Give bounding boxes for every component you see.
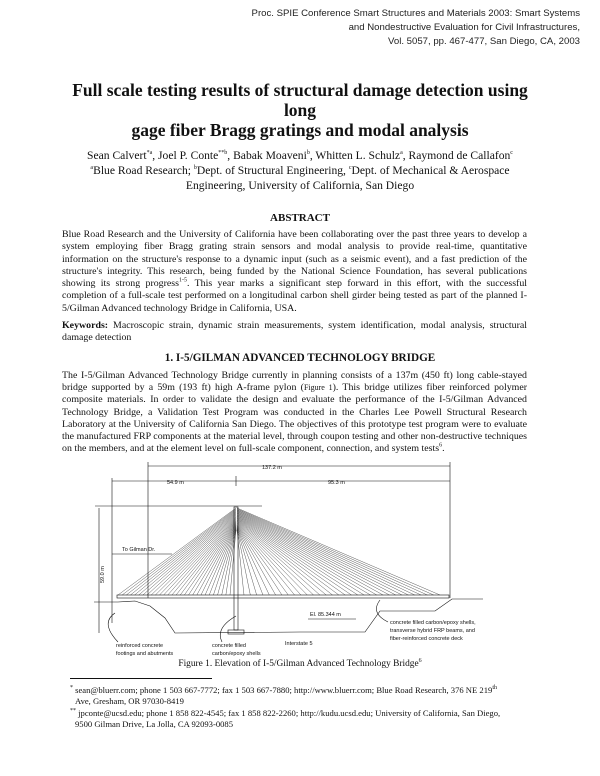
stay-cable bbox=[172, 518, 236, 594]
keywords: Keywords: Macroscopic strain, dynamic strain measurements, system identification, modal analysis, structural damage detection bbox=[62, 320, 527, 344]
bridge-deck bbox=[117, 595, 449, 598]
dim-left-label: 54.9 m bbox=[167, 479, 184, 486]
conference-header bbox=[0, 7, 580, 49]
stay-cable bbox=[135, 511, 236, 595]
deck-label: concrete filled carbon/epoxy shells, bbox=[390, 619, 476, 626]
stay-cable bbox=[237, 517, 358, 595]
stay-cable bbox=[237, 518, 351, 595]
to-gilman-label: To Gilman Dr. bbox=[122, 546, 156, 553]
stay-cable bbox=[237, 522, 314, 595]
stay-cable bbox=[168, 518, 236, 595]
stay-cable bbox=[237, 524, 295, 595]
dim-total-label: 137.2 m bbox=[262, 464, 282, 471]
deck-label: fiber-reinforced concrete deck bbox=[390, 635, 463, 642]
stay-cable bbox=[237, 511, 408, 594]
figure-caption: Figure 1. Elevation of I-5/Gilman Advanced Technology Bridge$^6$ bbox=[178, 657, 422, 669]
elevation-label: El. 85.344 m bbox=[310, 611, 341, 618]
stay-cable bbox=[237, 510, 421, 595]
interstate-label: Interstate 5 bbox=[285, 640, 313, 647]
title-line: Full scale testing results of structural damage detection using long bbox=[72, 80, 528, 120]
affiliation-line: Engineering, University of California, San Diego bbox=[185, 179, 415, 192]
affiliations: $^a$Blue Road Research; $^b$Dept. of Structural Engineering, $^c$Dept. of Mechanical & Aerospace bbox=[90, 164, 510, 177]
stay-cables bbox=[118, 508, 440, 595]
stay-cable bbox=[237, 511, 415, 595]
footings-label: reinforced concrete bbox=[116, 642, 164, 649]
paper-title bbox=[60, 80, 540, 140]
pylon-footing bbox=[228, 630, 244, 634]
footnote-1: * sean@bluerr.com; phone 1 503 667-7772; fax 1 503 667-7880; http://www.bluerr.com; Blue Road Research, 376 NE 219th Ave, Gresham, OR 97030-8419 bbox=[70, 684, 497, 706]
stay-cable bbox=[237, 513, 396, 595]
stay-cable bbox=[237, 508, 434, 594]
header-line: Vol. 5057, pp. 467-477, San Diego, CA, 2003 bbox=[387, 36, 580, 47]
stay-cable bbox=[237, 521, 320, 595]
figure-reference[interactable]: Figure 1 bbox=[303, 382, 333, 392]
stay-cable bbox=[201, 524, 236, 595]
pylon-label: concrete filled bbox=[212, 642, 246, 649]
stay-cable bbox=[237, 512, 402, 595]
header-line: and Nondestructive Evaluation for Civil Infrastructures, bbox=[348, 22, 580, 33]
title-line: gage fiber Bragg gratings and modal analysis bbox=[131, 120, 469, 140]
abstract-text: Blue Road Research and the University of California have been collaborating over the past three years to develop a system employing fiber Bragg grating strain sensors and modal analysis to provide real-time, quantitative information on the structure's response to a dynamic input (such as a seismic event), and a fast prediction of the structure's integrity. This research, being funded by the National Science Foundation, has several publications showing its strong progress$^{1-5}$. This year marks a significant step forward in this effort, with the successful completion of a full-scale test performed on a longitudinal carbon shell girder being tested as part of the planned I-5/Gilman Advanced technology Bridge in California, USA. bbox=[62, 229, 528, 314]
section-body: The I-5/Gilman Advanced Technology Bridge currently in planning consists of a 137m (450 ft) long cable-stayed bridge supported by a 59m (193 ft) high A-frame pylon (Figure 1). This bridge utilizes fiber reinforced polymer composite materials. In order to validate the design and evaluate the performance of the I-5/Gilman Advanced Technology Bridge, a Validation Test Program was conducted in the Charles Lee Powell Structural Research Laboratory at the University of California San Diego. The objectives of this prototype test program were to evaluate the manufactured FRP components at the material level, through coupon testing and other non-destructive techniques on the members, and at the element level on full-scale component, connection, and system tests$^6$. bbox=[62, 369, 527, 455]
footnote-2: ** jpconte@ucsd.edu; phone 1 858 822-4545; fax 1 858 822-2260; http://kudu.ucsd.edu; University of California, San Diego, 9500 Gilman Drive, La Jolla, CA 92093-0085 bbox=[70, 707, 501, 729]
stay-cable bbox=[237, 513, 389, 594]
header-line: Proc. SPIE Conference Smart Structures and Materials 2003: Smart Systems bbox=[251, 8, 580, 19]
stay-cable bbox=[237, 515, 377, 595]
stay-cable bbox=[176, 519, 236, 595]
stay-cable bbox=[151, 514, 236, 594]
pylon-label: carbon/epoxy shells bbox=[212, 650, 261, 657]
footings-label: footings and abutments bbox=[116, 650, 174, 657]
author-list: Sean Calvert$^{*a}$, Joel P. Conte$^{**b}$, Babak Moaveni$^b$, Whitten L. Schulz$^a$, Raymond de Callafon$^c$ bbox=[87, 149, 513, 162]
abstract-heading: ABSTRACT bbox=[270, 212, 330, 224]
stay-cable bbox=[189, 522, 236, 595]
stay-cable bbox=[237, 516, 364, 594]
stay-cable bbox=[237, 523, 301, 594]
section-heading: 1. I-5/GILMAN ADVANCED TECHNOLOGY BRIDGE bbox=[164, 351, 436, 364]
author-block bbox=[40, 148, 560, 193]
dim-height-label: 59.0 m bbox=[100, 565, 106, 583]
stay-cable bbox=[155, 515, 236, 595]
bridge-elevation-figure bbox=[0, 458, 600, 658]
dim-right-label: 95.3 m bbox=[328, 479, 345, 486]
stay-cable bbox=[237, 508, 440, 595]
deck-label: transverse hybrid FRP beams, and bbox=[390, 627, 475, 634]
stay-cable bbox=[237, 519, 339, 595]
stay-cable bbox=[237, 516, 370, 595]
stay-cable bbox=[147, 513, 236, 594]
stay-cable bbox=[237, 529, 250, 595]
footnote-rule bbox=[70, 678, 212, 679]
